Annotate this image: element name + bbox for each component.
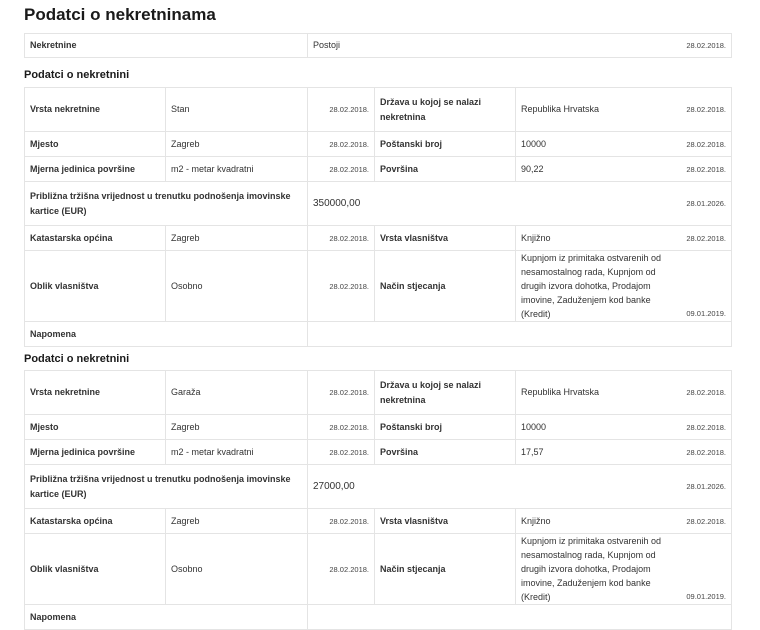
date-katastarska-opcina: 28.02.2018. — [329, 233, 369, 243]
value-vrsta-nekretnine: Garaža — [166, 371, 308, 415]
summary-row — [25, 34, 732, 58]
value-vrsta-nekretnine: Stan — [166, 88, 308, 132]
property-2-section-title: Podatci o nekretnini — [24, 353, 130, 365]
table-row — [25, 132, 732, 157]
label-vrsta-vlasnistva: Vrsta vlasništva — [375, 226, 516, 251]
label-nacin-stjecanja: Način stjecanja — [375, 251, 516, 322]
label-postanski-broj: Poštanski broj — [375, 415, 516, 440]
table-row — [25, 226, 732, 251]
label-nacin-stjecanja: Način stjecanja — [375, 534, 516, 605]
date-oblik-vlasnistva: 28.02.2018. — [329, 564, 369, 574]
date-postanski-broj: 28.02.2018. — [686, 139, 726, 149]
date-drzava: 28.02.2018. — [686, 388, 726, 397]
label-vrsta-vlasnistva: Vrsta vlasništva — [375, 509, 516, 534]
table-row — [25, 157, 732, 182]
label-mjerna-jedinica: Mjerna jedinica površine — [25, 157, 166, 182]
label-katastarska-opcina: Katastarska općina — [25, 509, 166, 534]
summary-label: Nekretnine — [25, 34, 308, 58]
value-mjesto: Zagreb — [166, 415, 308, 440]
value-vrsta-vlasnistva: Knjižno — [521, 515, 551, 526]
value-povrsina: 17,57 — [521, 446, 544, 457]
label-povrsina: Površina — [375, 440, 516, 465]
label-drzava: Država u kojoj se nalazi nekretnina — [375, 371, 516, 415]
label-trzisna-vrijednost: Približna tržišna vrijednost u trenutku podnošenja imovinske kartice (EUR) — [25, 465, 308, 509]
label-povrsina: Površina — [375, 157, 516, 182]
date-trzisna-vrijednost: 28.01.2026. — [686, 199, 726, 208]
label-trzisna-vrijednost: Približna tržišna vrijednost u trenutku podnošenja imovinske kartice (EUR) — [25, 182, 308, 226]
label-katastarska-opcina: Katastarska općina — [25, 226, 166, 251]
property-1-section-title: Podatci o nekretnini — [24, 69, 130, 81]
label-vrsta-nekretnine: Vrsta nekretnine — [25, 371, 166, 415]
date-mjesto: 28.02.2018. — [329, 139, 369, 149]
summary-date: 28.02.2018. — [686, 41, 726, 50]
date-drzava: 28.02.2018. — [686, 105, 726, 114]
label-mjesto: Mjesto — [25, 415, 166, 440]
date-mjesto: 28.02.2018. — [329, 422, 369, 432]
value-nacin-stjecanja: Kupnjom iz primitaka ostvarenih od nesamostalnog rada, Kupnjom od drugih izvora dohotka, Prodajom imovine, Zaduženjem kod banke (Kredit) — [521, 536, 662, 602]
label-vrsta-nekretnine: Vrsta nekretnine — [25, 88, 166, 132]
table-row — [25, 182, 732, 226]
label-mjesto: Mjesto — [25, 132, 166, 157]
date-povrsina: 28.02.2018. — [686, 447, 726, 457]
label-napomena: Napomena — [25, 322, 308, 347]
value-trzisna-vrijednost: 27000,00 — [313, 481, 355, 492]
value-drzava: Republika Hrvatska — [521, 387, 600, 397]
value-katastarska-opcina: Zagreb — [166, 509, 308, 534]
date-vrsta-vlasnistva: 28.02.2018. — [686, 233, 726, 243]
label-mjerna-jedinica: Mjerna jedinica površine — [25, 440, 166, 465]
summary-value-cell — [308, 34, 732, 58]
table-row — [25, 371, 732, 415]
table-row — [25, 465, 732, 509]
value-postanski-broj: 10000 — [521, 138, 547, 149]
table-row — [25, 605, 732, 630]
date-vrsta-vlasnistva: 28.02.2018. — [686, 516, 726, 526]
table-row — [25, 322, 732, 347]
value-oblik-vlasnistva: Osobno — [166, 534, 308, 605]
value-trzisna-vrijednost: 350000,00 — [313, 198, 361, 209]
date-vrsta-nekretnine: 28.02.2018. — [329, 105, 369, 114]
label-oblik-vlasnistva: Oblik vlasništva — [25, 534, 166, 605]
date-katastarska-opcina: 28.02.2018. — [329, 516, 369, 526]
table-row — [25, 509, 732, 534]
value-napomena — [308, 605, 732, 630]
value-napomena — [308, 322, 732, 347]
date-nacin-stjecanja: 09.01.2019. — [686, 592, 726, 601]
date-vrsta-nekretnine: 28.02.2018. — [329, 388, 369, 397]
label-oblik-vlasnistva: Oblik vlasništva — [25, 251, 166, 322]
date-nacin-stjecanja: 09.01.2019. — [686, 309, 726, 318]
date-trzisna-vrijednost: 28.01.2026. — [686, 482, 726, 491]
value-mjerna-jedinica: m2 - metar kvadratni — [166, 440, 308, 465]
value-postanski-broj: 10000 — [521, 421, 547, 432]
label-postanski-broj: Poštanski broj — [375, 132, 516, 157]
date-mjerna-jedinica: 28.02.2018. — [329, 164, 369, 174]
value-povrsina: 90,22 — [521, 163, 544, 174]
table-row — [25, 415, 732, 440]
table-row — [25, 251, 732, 322]
value-katastarska-opcina: Zagreb — [166, 226, 308, 251]
summary-table — [24, 33, 732, 58]
value-drzava: Republika Hrvatska — [521, 104, 600, 114]
table-row — [25, 534, 732, 605]
value-nacin-stjecanja: Kupnjom iz primitaka ostvarenih od nesamostalnog rada, Kupnjom od drugih izvora dohotka, Prodajom imovine, Zaduženjem kod banke (Kredit) — [521, 253, 662, 319]
property-1-table — [24, 87, 732, 347]
property-2-table — [24, 370, 732, 630]
page-title: Podatci o nekretninama — [24, 5, 216, 24]
date-oblik-vlasnistva: 28.02.2018. — [329, 281, 369, 291]
date-postanski-broj: 28.02.2018. — [686, 422, 726, 432]
value-vrsta-vlasnistva: Knjižno — [521, 232, 551, 243]
table-row — [25, 440, 732, 465]
label-napomena: Napomena — [25, 605, 308, 630]
table-row — [25, 88, 732, 132]
date-povrsina: 28.02.2018. — [686, 164, 726, 174]
value-mjesto: Zagreb — [166, 132, 308, 157]
date-mjerna-jedinica: 28.02.2018. — [329, 447, 369, 457]
label-drzava: Država u kojoj se nalazi nekretnina — [375, 88, 516, 132]
value-mjerna-jedinica: m2 - metar kvadratni — [166, 157, 308, 182]
value-oblik-vlasnistva: Osobno — [166, 251, 308, 322]
summary-value: Postoji — [313, 40, 341, 50]
